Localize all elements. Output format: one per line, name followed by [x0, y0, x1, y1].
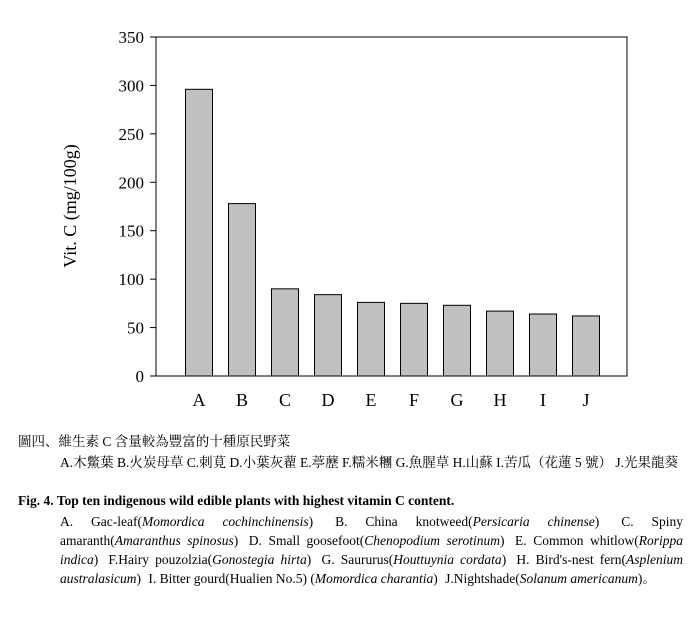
legend-entry-tail: ) [433, 571, 438, 586]
legend-entry-tail: ) [500, 533, 505, 548]
bar-H [487, 311, 514, 376]
caption-en-legend [60, 512, 683, 588]
bar-I [530, 314, 557, 376]
bar-E [358, 302, 385, 376]
x-tick-label-A: A [192, 390, 206, 410]
legend-entry [148, 571, 437, 586]
legend-entry-tail: ) [594, 514, 600, 529]
bars-group [186, 89, 600, 376]
bar-C [272, 289, 299, 376]
y-tick-label-100: 100 [118, 270, 144, 290]
legend-entry-name: G. Saururus( [321, 552, 394, 567]
x-tick-label-H: H [493, 390, 507, 410]
legend-entry-scientific-name: Houttuynia cordata [393, 552, 502, 567]
legend-entry-scientific-name: Momordica charantia [314, 571, 434, 586]
x-tick-label-D: D [321, 390, 335, 410]
legend-entry-scientific-name: Persicaria chinense [472, 514, 595, 529]
legend-entry-name: C. Spiny amaranth( [60, 514, 684, 548]
legend-entry-name: H. Bird's-nest fern( [516, 552, 626, 567]
x-axis [193, 390, 590, 410]
bar-D [315, 295, 342, 376]
bar-F [401, 303, 428, 376]
caption-zh-legend: A.木鱉葉 B.火炭母草 C.刺莧 D.小葉灰藋 E.葶藶 F.糯米糰 G.魚腥草 H.山蘇 I.苦瓜（花蓮 5 號） J.光果龍葵 [60, 455, 679, 470]
legend-entry-scientific-name: Asplenium australasicum [60, 552, 683, 586]
legend-entry-name: F.Hairy pouzolzia( [108, 552, 213, 567]
legend-entry [321, 552, 506, 567]
y-tick-label-300: 300 [118, 76, 144, 96]
y-tick-label-350: 350 [118, 28, 144, 47]
caption-en-title: Fig. 4. Top ten indigenous wild edible plants with highest vitamin C content. [18, 493, 455, 508]
bar-A [186, 89, 213, 376]
bar-G [444, 305, 471, 376]
legend-entry [445, 571, 656, 586]
y-tick-label-150: 150 [118, 221, 144, 241]
legend-entry-tail: ) [93, 552, 99, 567]
legend-entry-scientific-name: Solanum americanum [519, 571, 638, 586]
legend-entry-scientific-name: Chenopodium serotinum [364, 533, 501, 548]
legend-entry-scientific-name: Gonostegia hirta [212, 552, 307, 567]
y-tick-label-0: 0 [135, 367, 144, 386]
legend-entry-tail: ) [136, 571, 142, 586]
legend-entry-tail: ) [501, 552, 507, 567]
legend-entry-tail: ) [233, 533, 239, 548]
legend-entry-scientific-name: Rorippa indica [60, 533, 683, 567]
legend-entry-name: B. China knotweed( [335, 514, 473, 529]
legend-entry-name: E. Common whitlow( [515, 533, 639, 548]
legend-entry-scientific-name: Momordica cochinchinensis [142, 514, 309, 529]
x-tick-label-J: J [582, 390, 590, 410]
x-tick-label-F: F [408, 390, 420, 410]
x-tick-label-E: E [365, 390, 377, 410]
y-axis [119, 28, 157, 386]
legend-entry-tail: ) [306, 552, 312, 567]
bar-B [229, 204, 256, 376]
legend-entry-name: I. Bitter gourd(Hualien No.5) ( [148, 571, 315, 586]
legend-entry-name: D. Small goosefoot( [248, 533, 365, 548]
legend-entry [60, 514, 313, 529]
x-tick-label-C: C [278, 390, 292, 410]
bar-J [573, 316, 600, 376]
y-tick-label-200: 200 [118, 173, 144, 193]
y-tick-label-250: 250 [118, 124, 144, 144]
legend-entry-scientific-name: Amaranthus spinosus [114, 533, 234, 548]
caption-zh-title: 圖四、維生素 C 含量較為豐富的十種原民野菜 [18, 434, 291, 449]
legend-entry-name: A. Gac-leaf( [60, 514, 143, 529]
legend-entry-name: J.Nightshade( [445, 571, 520, 586]
y-axis-label: Vit. C (mg/100g) [60, 144, 80, 268]
y-tick-label-50: 50 [127, 318, 144, 338]
legend-entry-tail: ) [308, 514, 314, 529]
legend-entry-tail: )。 [637, 571, 656, 586]
legend-entry [108, 552, 311, 567]
x-tick-label-I: I [540, 390, 546, 410]
x-tick-label-G: G [450, 390, 464, 410]
legend-entry [249, 533, 505, 548]
x-tick-label-B: B [235, 390, 249, 410]
legend-entry [335, 514, 599, 529]
